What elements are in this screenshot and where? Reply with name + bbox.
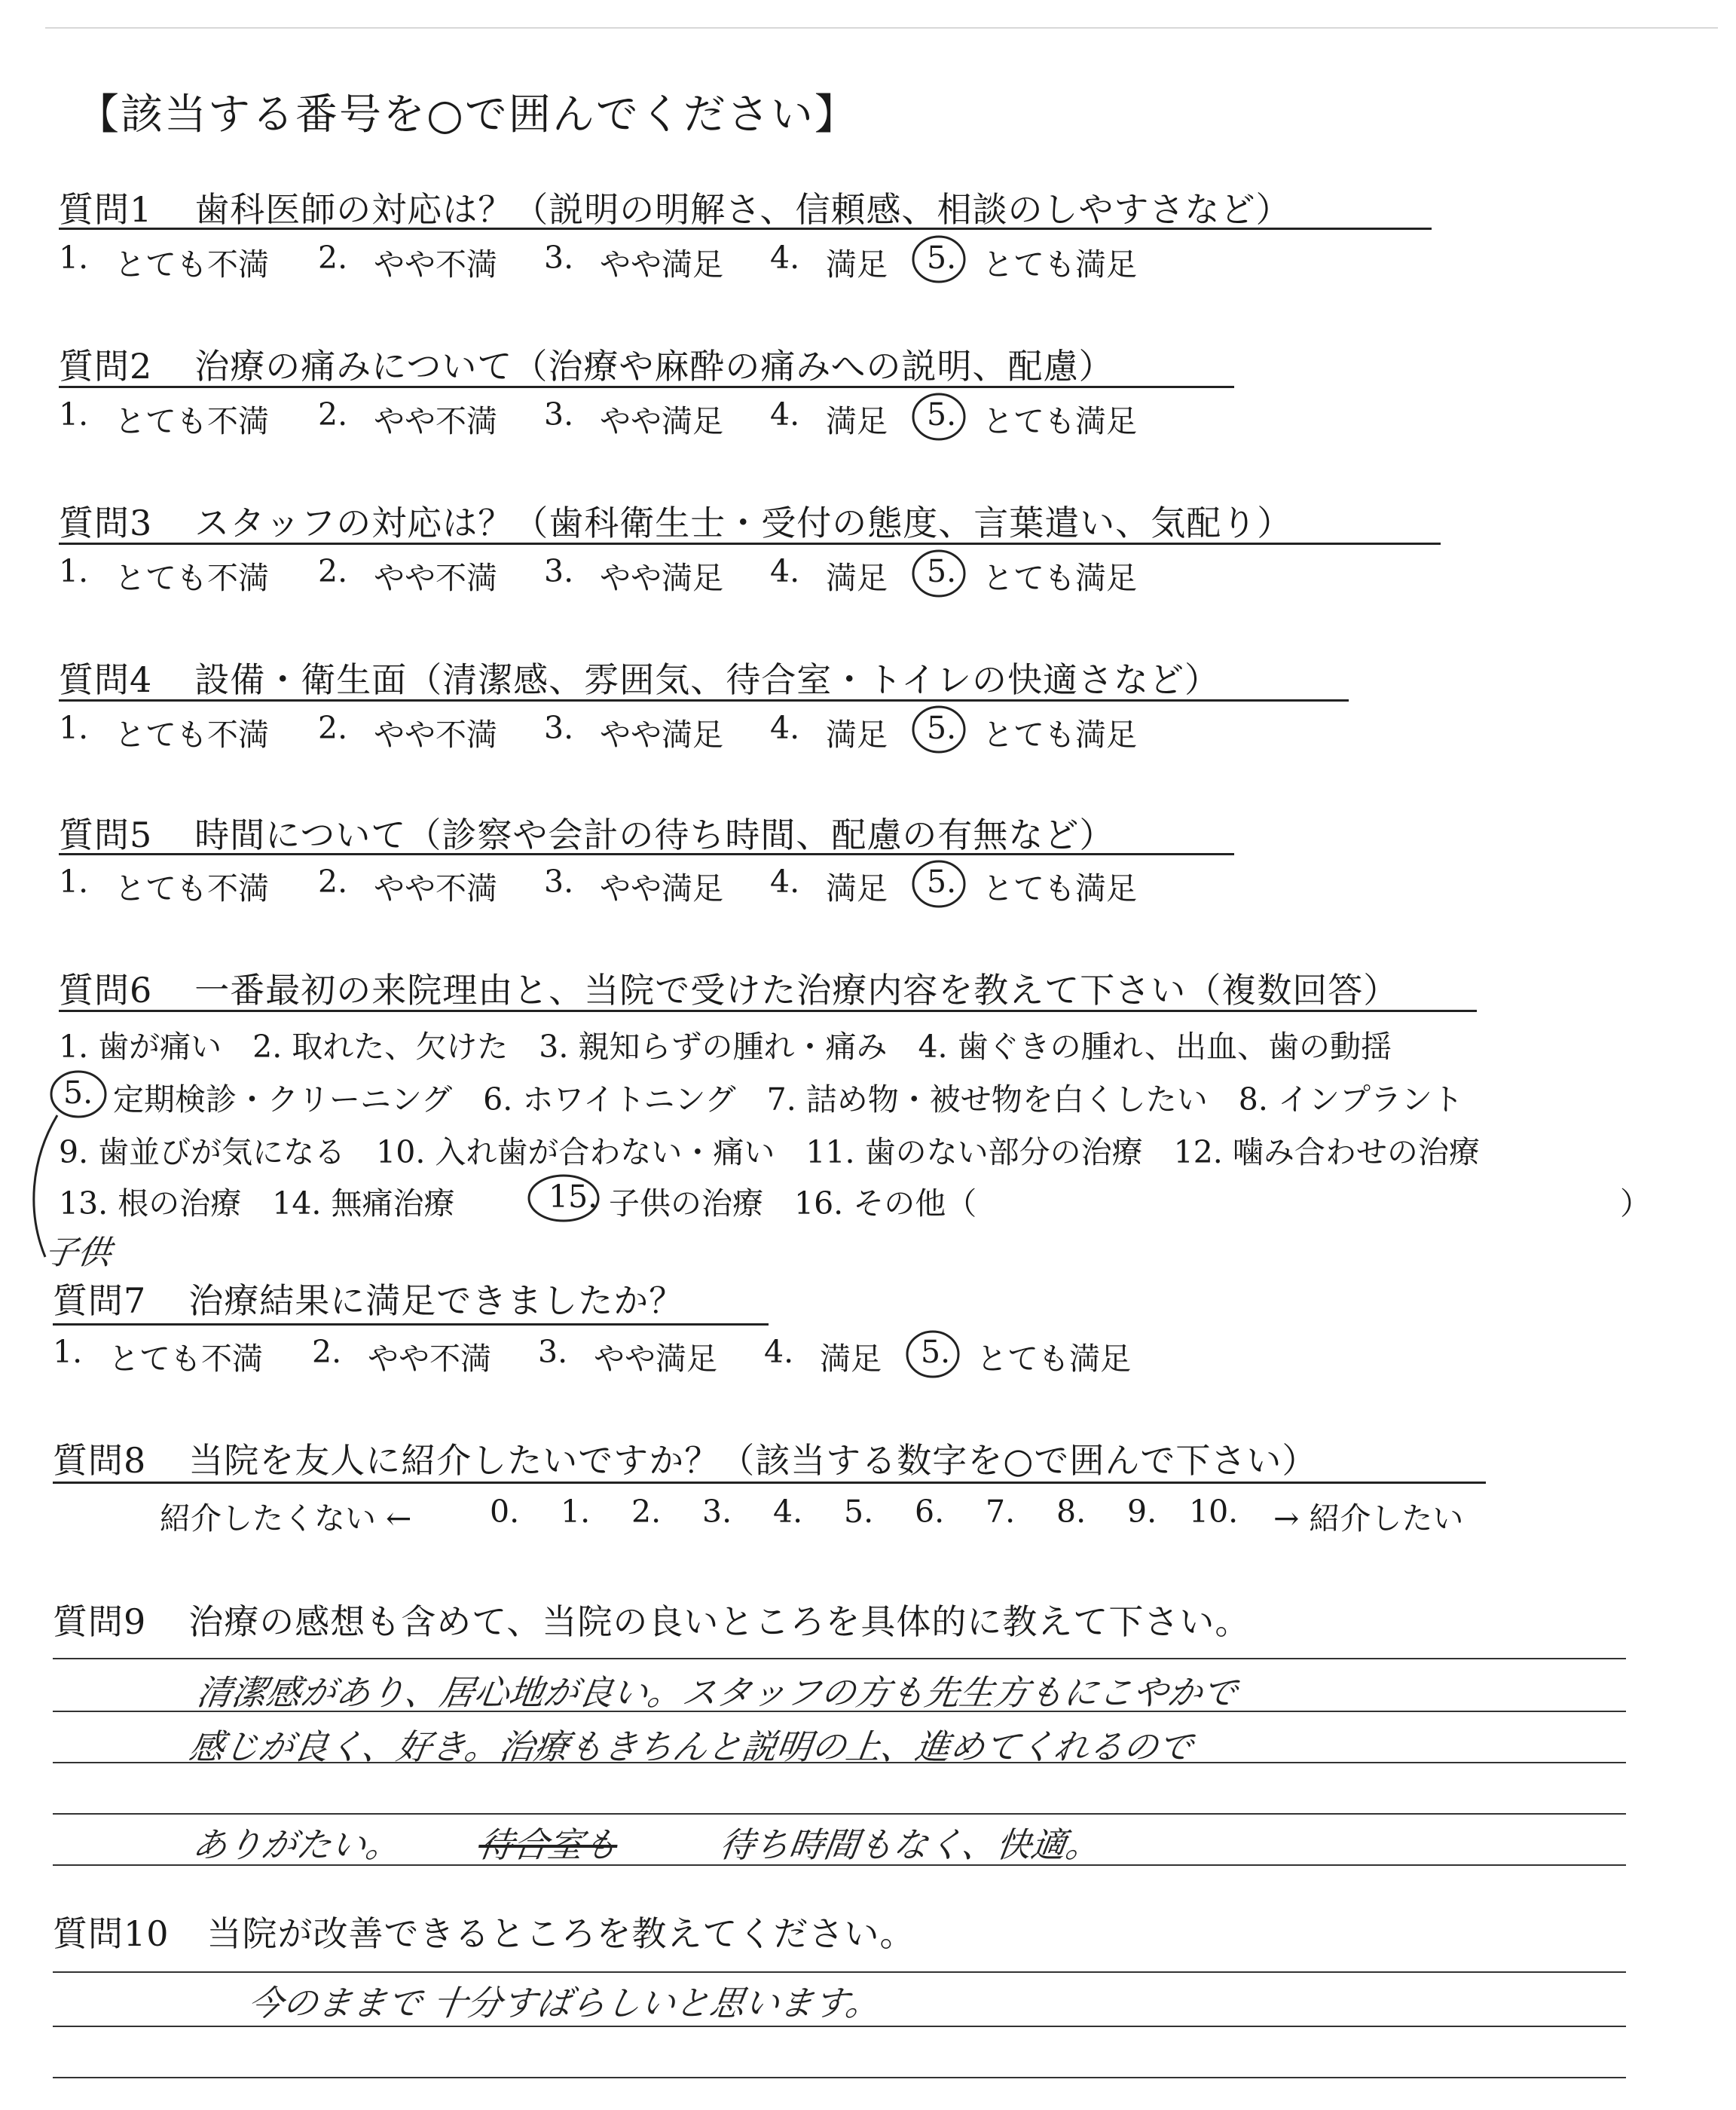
question-4-label: 質問4 [59, 659, 153, 700]
question-6-text: 一番最初の来院理由と、当院で受けた治療内容を教えて下さい（複数回答） [194, 970, 1399, 1011]
question-8-label: 質問8 [53, 1440, 147, 1481]
q9-answer-text-3c[interactable]: 待ち時間もなく、快適。 [717, 1824, 1104, 1865]
q2-opt4-label: 満足 [826, 403, 888, 439]
q8-num-5[interactable]: 5. [844, 1494, 874, 1530]
question-6-row-2[interactable]: 定期検診・クリーニング 6. ホワイトニング 7. 詰め物・被せ物を白くしたい 8. インプラント [113, 1081, 1463, 1118]
question-10-text: 当院が改善できるところを教えてください。 [206, 1913, 915, 1954]
q2-opt4-num[interactable]: 4. [770, 396, 800, 433]
q7-opt5-num[interactable]: 5. [921, 1334, 951, 1370]
question-5-title [59, 808, 1114, 858]
q3-opt2-label: やや不満 [374, 560, 497, 596]
q5-opt5-label: とても満足 [983, 870, 1137, 907]
q9-answer-text-1[interactable]: 清潔感があり、居心地が良い。スタッフの方も先生方もにこやかで [194, 1672, 1240, 1713]
q8-num-2[interactable]: 2. [631, 1494, 662, 1530]
q3-opt2-num[interactable]: 2. [318, 553, 348, 589]
question-1-label: 質問1 [59, 189, 153, 230]
q1-opt3-num[interactable]: 3. [544, 240, 574, 276]
question-3-title [59, 496, 1292, 546]
question-1-title [59, 182, 1291, 232]
q1-opt1-num[interactable]: 1. [59, 240, 89, 276]
q5-opt3-label: やや満足 [600, 870, 723, 907]
question-8-text: 当院を友人に紹介したいですか？（該当する数字を○で囲んで下さい） [188, 1440, 1318, 1481]
q1-opt2-num[interactable]: 2. [318, 240, 348, 276]
q7-opt3-num[interactable]: 3. [538, 1334, 568, 1370]
q8-num-10[interactable]: 10. [1189, 1494, 1239, 1530]
question-2-underline [59, 386, 1234, 388]
q5-opt4-label: 満足 [826, 870, 888, 907]
question-5-underline [59, 853, 1234, 855]
q3-opt4-num[interactable]: 4. [770, 553, 800, 589]
q9-answer-line-4 [53, 1813, 1626, 1815]
q3-opt3-num[interactable]: 3. [544, 553, 574, 589]
q1-opt3-label: やや満足 [600, 246, 723, 283]
question-6-row-1[interactable]: 1. 歯が痛い 2. 取れた、欠けた 3. 親知らずの腫れ・痛み 4. 歯ぐきの腫れ、出血、歯の動揺 [59, 1029, 1392, 1065]
q2-opt1-label: とても不満 [115, 403, 269, 439]
q7-opt2-num[interactable]: 2. [312, 1334, 342, 1370]
q3-opt5-num[interactable]: 5. [927, 553, 957, 589]
q2-opt3-num[interactable]: 3. [544, 396, 574, 433]
q4-opt5-label: とても満足 [983, 717, 1137, 753]
question-4-text: 設備・衛生面（清潔感、雰囲気、待合室・トイレの快適さなど） [194, 659, 1220, 700]
q8-num-9[interactable]: 9. [1127, 1494, 1157, 1530]
question-3-underline [59, 543, 1441, 545]
question-3-text: スタッフの対応は？（歯科衛生士・受付の態度、言葉遣い、気配り） [194, 503, 1293, 543]
question-9-text: 治療の感想も含めて、当院の良いところを具体的に教えて下さい。 [188, 1601, 1251, 1642]
q8-scale-right-label: → 紹介したい [1273, 1500, 1464, 1537]
q9-answer-text-2[interactable]: 感じが良く、好き。治療もきちんと説明の上、進めてくれるので [186, 1726, 1196, 1767]
question-4-title [59, 653, 1220, 702]
q1-opt5-label: とても満足 [983, 246, 1137, 283]
q7-opt1-label: とても不満 [108, 1341, 263, 1377]
question-5-label: 質問5 [59, 815, 153, 855]
question-9-title [53, 1595, 1250, 1644]
q8-num-3[interactable]: 3. [702, 1494, 732, 1530]
q3-opt3-label: やや満足 [600, 560, 723, 596]
q4-opt2-label: やや不満 [374, 717, 497, 753]
question-2-title [59, 339, 1114, 389]
question-6-title [59, 963, 1398, 1013]
q10-answer-line-2 [53, 2026, 1626, 2027]
question-6-underline [59, 1010, 1477, 1012]
question-10-label: 質問10 [53, 1913, 170, 1954]
q8-num-8[interactable]: 8. [1056, 1494, 1087, 1530]
q4-opt3-label: やや満足 [600, 717, 723, 753]
q7-opt4-label: 満足 [820, 1341, 882, 1377]
page-title: 【該当する番号を○で囲んでください】 [77, 90, 858, 139]
q5-opt5-num[interactable]: 5. [927, 864, 957, 900]
q5-opt2-label: やや不満 [374, 870, 497, 907]
q7-opt5-label: とても満足 [976, 1341, 1131, 1377]
q5-opt1-label: とても不満 [115, 870, 269, 907]
question-6-other-close: ） [1620, 1185, 1651, 1222]
q5-opt1-num[interactable]: 1. [59, 864, 89, 900]
q4-opt2-num[interactable]: 2. [318, 710, 348, 746]
question-2-label: 質問2 [59, 346, 153, 387]
question-3-label: 質問3 [59, 503, 153, 543]
q2-opt1-num[interactable]: 1. [59, 396, 89, 433]
question-10-title [53, 1907, 915, 1956]
q4-opt5-num[interactable]: 5. [927, 710, 957, 746]
q1-opt2-label: やや不満 [374, 246, 497, 283]
q3-opt1-label: とても不満 [115, 560, 269, 596]
q8-num-6[interactable]: 6. [915, 1494, 945, 1530]
question-7-underline [53, 1323, 769, 1326]
q10-answer-line-3 [53, 2077, 1626, 2078]
q8-num-7[interactable]: 7. [986, 1494, 1016, 1530]
q5-opt2-num[interactable]: 2. [318, 864, 348, 900]
question-6-row-4b[interactable]: 子供の治療 16. その他（ [609, 1185, 977, 1222]
q8-num-0[interactable]: 0. [490, 1494, 520, 1530]
q5-opt3-num[interactable]: 3. [544, 864, 574, 900]
question-7-text: 治療結果に満足できましたか？ [188, 1280, 685, 1321]
q4-opt4-num[interactable]: 4. [770, 710, 800, 746]
q3-opt5-label: とても満足 [983, 560, 1137, 596]
question-6-handwritten-note: 子供 [41, 1234, 114, 1272]
q10-answer-line-1 [53, 1971, 1626, 1973]
q1-opt5-num[interactable]: 5. [927, 240, 957, 276]
question-2-text: 治療の痛みについて（治療や麻酔の痛みへの説明、配慮） [194, 346, 1114, 387]
q5-opt4-num[interactable]: 4. [770, 864, 800, 900]
q9-answer-text-3a[interactable]: ありがたい。 [189, 1824, 404, 1865]
q2-opt3-label: やや満足 [600, 403, 723, 439]
q7-opt1-num[interactable]: 1. [53, 1334, 83, 1370]
q4-opt4-label: 満足 [826, 717, 888, 753]
question-7-label: 質問7 [53, 1280, 147, 1321]
q8-num-4[interactable]: 4. [773, 1494, 803, 1530]
question-8-underline [53, 1482, 1486, 1484]
question-8-title [53, 1433, 1317, 1483]
q1-opt1-label: とても不満 [115, 246, 269, 283]
question-7-title [53, 1274, 684, 1323]
question-1-text: 歯科医師の対応は？（説明の明解さ、信頼感、相談のしやすさなど） [194, 189, 1291, 230]
q4-opt1-num[interactable]: 1. [59, 710, 89, 746]
q7-opt3-label: やや満足 [594, 1341, 717, 1377]
q9-answer-strikethrough: 待合室も [475, 1824, 621, 1865]
question-5-text: 時間について（診察や会計の待ち時間、配慮の有無など） [194, 815, 1115, 855]
q3-opt1-num[interactable]: 1. [59, 553, 89, 589]
q2-opt5-num[interactable]: 5. [927, 396, 957, 433]
q4-opt1-label: とても不満 [115, 717, 269, 753]
question-6-label: 質問6 [59, 970, 153, 1011]
q2-opt2-label: やや不満 [374, 403, 497, 439]
question-6-row-3[interactable]: 9. 歯並びが気になる 10. 入れ歯が合わない・痛い 11. 歯のない部分の治療 12. 噛み合わせの治療 [59, 1134, 1480, 1170]
q3-opt4-label: 満足 [826, 560, 888, 596]
question-6-opt5-num[interactable]: 5. [63, 1075, 93, 1111]
question-9-label: 質問9 [53, 1601, 147, 1642]
q8-scale-left-label: 紹介したくない ← [160, 1500, 412, 1537]
q7-opt2-label: やや不満 [368, 1341, 491, 1377]
q8-num-1[interactable]: 1. [561, 1494, 591, 1530]
q9-answer-line-1 [53, 1658, 1626, 1659]
q2-opt5-label: とても満足 [983, 403, 1137, 439]
question-6-opt15-num[interactable]: 15. [549, 1179, 598, 1215]
q10-answer-text[interactable]: 今のままで 十分すばらしいと思います。 [245, 1983, 884, 2023]
question-4-underline [59, 699, 1349, 702]
q2-opt2-num[interactable]: 2. [318, 396, 348, 433]
top-border [45, 27, 1718, 29]
q7-opt4-num[interactable]: 4. [764, 1334, 794, 1370]
q1-opt4-label: 満足 [826, 246, 888, 283]
question-6-row-4a[interactable]: 13. 根の治療 14. 無痛治療 [59, 1185, 455, 1222]
q4-opt3-num[interactable]: 3. [544, 710, 574, 746]
question-1-underline [59, 228, 1432, 230]
q1-opt4-num[interactable]: 4. [770, 240, 800, 276]
